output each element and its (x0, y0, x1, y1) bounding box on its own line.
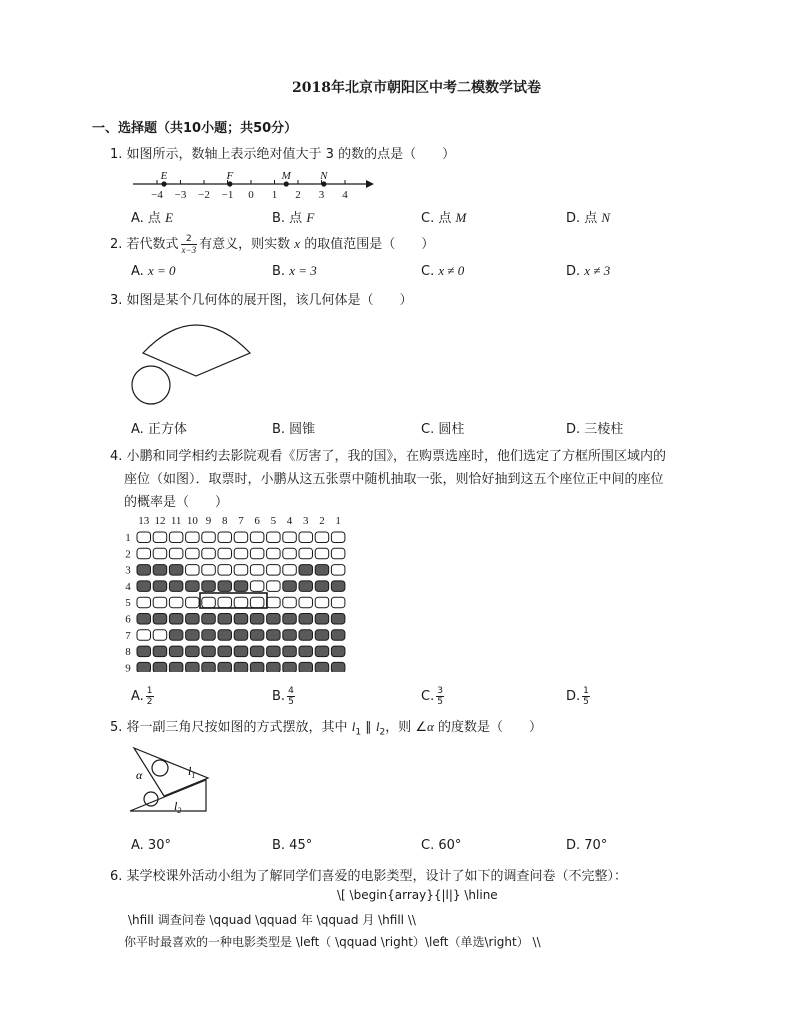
q2-option-c[interactable]: C. x ≠ 0 (421, 263, 465, 279)
seat-available (218, 548, 232, 559)
q4-option-d[interactable]: D. $\frac{1}{5}$ (566, 686, 589, 707)
seat-taken (315, 630, 329, 641)
seat-column-label: 4 (286, 515, 293, 527)
seat-available (283, 532, 297, 543)
q5-option-a[interactable]: A. 30° (131, 838, 171, 853)
q1-option-a[interactable]: A. 点 E (131, 210, 174, 226)
seat-column-label: 11 (170, 515, 182, 527)
seat-taken (218, 614, 232, 625)
seat-available (218, 532, 232, 543)
seat-available (153, 630, 167, 641)
q1-option-c[interactable]: C. 点 M (421, 210, 467, 226)
number-line-point-n (321, 181, 326, 186)
seat-available (250, 548, 264, 559)
seat-taken (331, 581, 345, 592)
seat-available (169, 548, 183, 559)
seat-available (153, 532, 167, 543)
number-line-point-label: F (226, 170, 234, 182)
seat-taken (234, 581, 248, 592)
seat-available (234, 597, 248, 608)
seat-available (250, 532, 264, 543)
number-line-tick-label: 4 (342, 189, 348, 201)
seat-taken (202, 614, 216, 625)
seat-available (299, 532, 313, 543)
seat-taken (267, 630, 281, 641)
seat-available (137, 532, 151, 543)
seat-available (186, 532, 200, 543)
seat-taken (299, 614, 313, 625)
number-line-tick-label: 3 (318, 189, 325, 201)
seat-available (267, 532, 281, 543)
seat-taken (186, 581, 200, 592)
seat-available (137, 630, 151, 641)
seat-taken (137, 646, 151, 657)
lower-triangle-hole (144, 792, 158, 806)
seat-taken (153, 581, 167, 592)
seat-available (234, 565, 248, 576)
section-heading: 一、选择题（共10小题；共50分） (92, 121, 298, 136)
number-line-tick-label: 0 (248, 189, 254, 201)
q3-option-b[interactable]: B. 圆锥 (272, 422, 316, 437)
seat-column-labels (138, 515, 341, 527)
upper-triangle (134, 748, 208, 796)
q1-option-d[interactable]: D. 点 N (566, 210, 611, 226)
seat-available (315, 597, 329, 608)
seat-taken (315, 646, 329, 657)
q2-option-d[interactable]: D. x ≠ 3 (566, 263, 611, 279)
seat-taken (153, 646, 167, 657)
question-1-stem: 1. 如图所示，数轴上表示绝对值大于 3 的数的点是（ ） (110, 147, 456, 162)
q2-option-b[interactable]: B. x = 3 (272, 263, 317, 279)
base-circle (132, 366, 170, 404)
q5-option-d[interactable]: D. 70° (566, 838, 608, 853)
seat-taken (186, 662, 200, 672)
seat-taken (283, 630, 297, 641)
question-5-stem: 5. 将一副三角尺按如图的方式摆放，其中 $l_1$ ∥ $l_2$，则 ∠α 的度数是（ ） (110, 719, 542, 738)
seat-available (234, 532, 248, 543)
seat-available (186, 548, 200, 559)
seat-taken (186, 614, 200, 625)
seat-taken (331, 646, 345, 657)
question-4-line-1: 4. 小鹏和同学相约去影院观看《厉害了，我的国》，在购票选座时，他们选定了方框所围区域内的 (110, 449, 667, 464)
seat-taken (250, 630, 264, 641)
latex-raw-line-3: 你平时最喜欢的一种电影类型是 \left（ \qquad \right）\left（单选\right） \\ (124, 935, 541, 949)
seat-taken (169, 614, 183, 625)
seat-available (267, 581, 281, 592)
number-line-tick-label: −1 (221, 189, 234, 201)
seat-available (218, 597, 232, 608)
seat-available (137, 548, 151, 559)
page-title: 2018年北京市朝阳区中考二模数学试卷 (292, 80, 541, 96)
seat-taken (202, 662, 216, 672)
number-line-tick-label: −3 (174, 189, 187, 201)
seat-row-label: 6 (125, 613, 131, 626)
seat-row-label: 9 (125, 662, 131, 672)
seat-column-label: 7 (238, 515, 244, 527)
seat-available (299, 597, 313, 608)
seat-taken (169, 662, 183, 672)
seat-grid (137, 532, 345, 672)
seat-row-label: 8 (125, 646, 131, 659)
seat-column-label: 10 (186, 515, 198, 527)
seat-taken (202, 581, 216, 592)
seat-taken (137, 565, 151, 576)
seat-row-label: 3 (125, 564, 131, 577)
seat-available (202, 565, 216, 576)
number-line-tick-label: −2 (198, 189, 210, 201)
number-line-tick-label: −4 (151, 189, 163, 201)
seat-available (315, 548, 329, 559)
q4-option-a[interactable]: A. $\frac{1}{2}$ (131, 686, 153, 707)
triangle-rulers-figure (118, 738, 218, 828)
seat-available (250, 565, 264, 576)
q5-option-c[interactable]: C. 60° (421, 838, 462, 853)
seat-available (234, 548, 248, 559)
seat-available (283, 565, 297, 576)
seat-taken (153, 614, 167, 625)
seat-taken (218, 630, 232, 641)
question-3-stem: 3. 如图是某个几何体的展开图，该几何体是（ ） (110, 293, 413, 308)
seat-taken (283, 614, 297, 625)
seat-taken (331, 614, 345, 625)
seat-available (186, 597, 200, 608)
number-line-arrow (366, 180, 374, 188)
seat-available (153, 597, 167, 608)
seat-taken (153, 565, 167, 576)
number-line-point-e (161, 181, 166, 186)
seat-taken (234, 614, 248, 625)
q2-option-a[interactable]: A. x = 0 (131, 263, 176, 279)
seat-taken (169, 630, 183, 641)
seat-row-label: 1 (125, 532, 131, 544)
seat-taken (299, 646, 313, 657)
seating-chart-figure (120, 510, 360, 672)
seat-taken (299, 630, 313, 641)
seat-available (283, 597, 297, 608)
seat-available (202, 532, 216, 543)
seat-column-label: 13 (138, 515, 150, 527)
seat-taken (283, 646, 297, 657)
seat-taken (315, 581, 329, 592)
q3-option-c[interactable]: C. 圆柱 (421, 422, 465, 437)
seat-taken (218, 662, 232, 672)
seat-available (267, 597, 281, 608)
seat-column-label: 5 (270, 515, 277, 527)
seat-taken (234, 646, 248, 657)
seat-available (331, 548, 345, 559)
seat-row-label: 4 (125, 580, 131, 593)
seat-taken (153, 662, 167, 672)
seat-taken (137, 614, 151, 625)
seat-taken (315, 662, 329, 672)
seat-available (267, 565, 281, 576)
seat-column-label: 6 (254, 515, 260, 527)
seat-taken (169, 565, 183, 576)
question-4-line-3: 的概率是（ ） (124, 495, 229, 510)
number-line-point-label: M (281, 170, 291, 182)
seat-column-label: 12 (154, 515, 166, 527)
seat-taken (234, 630, 248, 641)
seat-available (250, 597, 264, 608)
number-line-tick-label: 2 (295, 189, 301, 201)
seat-available (299, 548, 313, 559)
seat-taken (169, 581, 183, 592)
seat-available (169, 532, 183, 543)
seat-available (202, 548, 216, 559)
seat-row-label: 2 (125, 548, 131, 561)
seat-taken (283, 581, 297, 592)
latex-raw-line-2: \hfill 调查问卷 \qquad \qquad 年 \qquad 月 \hfill \\ (128, 913, 416, 927)
seat-taken (186, 630, 200, 641)
number-line-ticks (151, 180, 348, 201)
seat-available (202, 597, 216, 608)
seat-column-label: 1 (335, 515, 341, 527)
question-4-line-2: 座位（如图）．取票时，小鹏从这五张票中随机抽取一张，则恰好抽到这五个座位正中间的座位 (124, 472, 664, 487)
seat-available (331, 597, 345, 608)
seat-taken (331, 662, 345, 672)
seat-available (186, 565, 200, 576)
seat-column-label: 2 (319, 515, 325, 527)
latex-raw-line-1: \[ \begin{array}{|l|} \hline (337, 888, 498, 902)
number-line-point-label: N (320, 170, 328, 182)
number-line-point-label: E (160, 170, 168, 182)
seat-taken (234, 662, 248, 672)
seat-available (283, 548, 297, 559)
seat-taken (267, 662, 281, 672)
lower-triangle (130, 780, 206, 811)
question-2-stem: 2. 若代数式 $\frac{2}{x-3}$ 有意义，则实数 x 的取值范围是（ ） (110, 234, 435, 255)
seat-taken (202, 646, 216, 657)
q5-option-b[interactable]: B. 45° (272, 838, 313, 853)
seat-taken (186, 646, 200, 657)
seat-row-label: 5 (125, 597, 131, 610)
seat-row-labels (125, 532, 131, 672)
number-line-point-f (227, 181, 232, 186)
seat-taken (250, 646, 264, 657)
q2-fraction: $\frac{2}{x-3}$ (181, 234, 197, 255)
seat-taken (218, 646, 232, 657)
number-line-tick-label: 1 (271, 189, 278, 201)
q4-option-c[interactable]: C. $\frac{3}{5}$ (421, 686, 443, 707)
l1-label: $l_1$ (188, 764, 196, 780)
seat-taken (299, 662, 313, 672)
alpha-label: α (136, 768, 143, 782)
q3-option-d[interactable]: D. 三棱柱 (566, 422, 624, 437)
seat-available (331, 532, 345, 543)
seat-taken (315, 565, 329, 576)
seat-taken (137, 581, 151, 592)
seat-taken (299, 565, 313, 576)
q1-option-b[interactable]: B. 点 F (272, 210, 315, 226)
seat-available (315, 532, 329, 543)
seat-row-label: 7 (125, 629, 131, 642)
seat-available (250, 581, 264, 592)
seat-available (267, 548, 281, 559)
seat-available (153, 548, 167, 559)
seat-taken (267, 614, 281, 625)
seat-taken (267, 646, 281, 657)
seat-taken (250, 614, 264, 625)
seat-taken (137, 662, 151, 672)
cone-net-figure (126, 313, 286, 413)
seat-taken (218, 581, 232, 592)
seat-taken (315, 614, 329, 625)
seat-taken (169, 646, 183, 657)
seat-column-label: 8 (222, 515, 228, 527)
seat-taken (250, 662, 264, 672)
seat-column-label: 9 (205, 515, 212, 527)
q3-option-a[interactable]: A. 正方体 (131, 422, 187, 437)
seat-available (169, 597, 183, 608)
upper-triangle-hole (152, 760, 168, 776)
question-6-stem: 6. 某学校课外活动小组为了解同学们喜爱的电影类型，设计了如下的调查问卷（不完整）： (110, 869, 628, 884)
seat-available (331, 565, 345, 576)
seat-taken (283, 662, 297, 672)
seat-available (218, 565, 232, 576)
l2-label: $l_2$ (174, 799, 182, 815)
seat-taken (202, 630, 216, 641)
number-line-point-m (284, 181, 289, 186)
seat-taken (331, 630, 345, 641)
q4-option-b[interactable]: B. $\frac{4}{5}$ (272, 686, 294, 707)
seat-available (137, 597, 151, 608)
number-line-figure (128, 162, 378, 202)
seat-column-label: 3 (303, 515, 309, 527)
seat-taken (299, 581, 313, 592)
